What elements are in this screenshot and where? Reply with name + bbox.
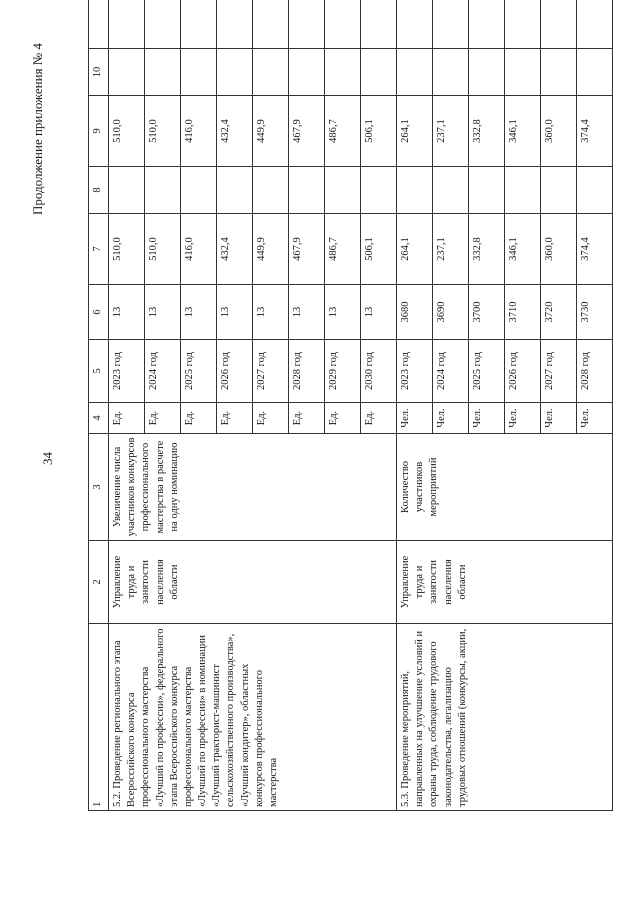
value-cell: 3690 (433, 285, 469, 340)
value-cell: 3720 (541, 285, 577, 340)
year-cell: 2027 год (541, 340, 577, 403)
col-header-6: 6 (89, 285, 109, 340)
event-cell: 5.2. Проведение регионального этапа Всероссийского конкурса профессионального мастерства «Лучший по профессии», федерального этапа Всероссийского конкурса профессионального мастерства «Лучший по профессии» в номинации «Лучший тракторист-машинист сельскохозяйственного производства», «Лучший кондитер», областных конкурсов профессионального мастерства (109, 624, 397, 811)
unit-cell: Ед. (361, 403, 397, 434)
unit-cell: Ед. (109, 403, 145, 434)
col10-cell (469, 49, 505, 96)
col8-cell (217, 167, 253, 214)
col-header-3: 3 (89, 434, 109, 541)
total-cell: 510,0 (109, 214, 145, 285)
col-header-7: 7 (89, 214, 109, 285)
table-row (397, 0, 433, 811)
total-cell: 486,7 (325, 214, 361, 285)
value-cell: 13 (361, 285, 397, 340)
total-cell: 416,0 (181, 214, 217, 285)
col8-cell (505, 167, 541, 214)
value-cell: 3700 (469, 285, 505, 340)
col10-cell (253, 49, 289, 96)
budget-cell: 237,1 (433, 96, 469, 167)
col8-cell (361, 167, 397, 214)
col10-cell (361, 49, 397, 96)
col11-cell (289, 0, 325, 49)
year-cell: 2030 год (361, 340, 397, 403)
table-body (109, 0, 613, 811)
budget-cell: 416,0 (181, 96, 217, 167)
value-cell: 13 (289, 285, 325, 340)
col8-cell (397, 167, 433, 214)
budget-cell: 360,0 (541, 96, 577, 167)
value-cell: 13 (145, 285, 181, 340)
col11-cell (505, 0, 541, 49)
unit-cell: Ед. (145, 403, 181, 434)
total-cell: 374,4 (577, 214, 613, 285)
value-cell: 3680 (397, 285, 433, 340)
col10-cell (181, 49, 217, 96)
year-cell: 2023 год (109, 340, 145, 403)
col11-cell (253, 0, 289, 49)
col-header-1: 1 (89, 624, 109, 811)
value-cell: 3710 (505, 285, 541, 340)
col11-cell (181, 0, 217, 49)
unit-cell: Ед. (217, 403, 253, 434)
total-cell: 360,0 (541, 214, 577, 285)
total-cell: 432,4 (217, 214, 253, 285)
header-row (89, 0, 109, 811)
col11-cell (217, 0, 253, 49)
col10-cell (217, 49, 253, 96)
total-cell: 467,9 (289, 214, 325, 285)
col11-cell (433, 0, 469, 49)
col11-cell (541, 0, 577, 49)
unit-cell: Чел. (397, 403, 433, 434)
budget-cell: 467,9 (289, 96, 325, 167)
col-header-5: 5 (89, 340, 109, 403)
col11-cell (469, 0, 505, 49)
total-cell: 346,1 (505, 214, 541, 285)
value-cell: 13 (325, 285, 361, 340)
year-cell: 2024 год (145, 340, 181, 403)
year-cell: 2025 год (181, 340, 217, 403)
total-cell: 510,0 (145, 214, 181, 285)
year-cell: 2028 год (289, 340, 325, 403)
table-row (109, 0, 145, 811)
col8-cell (289, 167, 325, 214)
col8-cell (253, 167, 289, 214)
col-header-11 (89, 0, 109, 49)
executor-cell: Управление труда и занятости населения области (109, 541, 397, 624)
col-header-9: 9 (89, 96, 109, 167)
total-cell: 332,8 (469, 214, 505, 285)
col8-cell (577, 167, 613, 214)
value-cell: 13 (217, 285, 253, 340)
col-header-2: 2 (89, 541, 109, 624)
col-header-10: 10 (89, 49, 109, 96)
total-cell: 449,9 (253, 214, 289, 285)
col8-cell (109, 167, 145, 214)
total-cell: 237,1 (433, 214, 469, 285)
col10-cell (577, 49, 613, 96)
col-header-8: 8 (89, 167, 109, 214)
value-cell: 3730 (577, 285, 613, 340)
unit-cell: Чел. (433, 403, 469, 434)
year-cell: 2027 год (253, 340, 289, 403)
col8-cell (145, 167, 181, 214)
col11-cell (145, 0, 181, 49)
col-header-4: 4 (89, 403, 109, 434)
col8-cell (325, 167, 361, 214)
unit-cell: Ед. (253, 403, 289, 434)
year-cell: 2025 год (469, 340, 505, 403)
value-cell: 13 (181, 285, 217, 340)
indicator-cell: Количество участников мероприятий (397, 434, 613, 541)
col10-cell (505, 49, 541, 96)
col10-cell (289, 49, 325, 96)
col8-cell (433, 167, 469, 214)
unit-cell: Ед. (325, 403, 361, 434)
budget-cell: 486,7 (325, 96, 361, 167)
program-table (88, 0, 613, 811)
budget-cell: 449,9 (253, 96, 289, 167)
year-cell: 2024 год (433, 340, 469, 403)
year-cell: 2026 год (217, 340, 253, 403)
unit-cell: Чел. (469, 403, 505, 434)
event-cell: 5.3. Проведение мероприятий, направленных на улучшение условий и охраны труда, соблюдение трудового законодательства, легализацию трудовых отношений (конкурсы, акции, (397, 624, 613, 811)
total-cell: 264,1 (397, 214, 433, 285)
year-cell: 2023 год (397, 340, 433, 403)
year-cell: 2026 год (505, 340, 541, 403)
col10-cell (109, 49, 145, 96)
budget-cell: 332,8 (469, 96, 505, 167)
budget-cell: 374,4 (577, 96, 613, 167)
indicator-cell: Увеличение числа участников конкурсов профессионального мастерства в расчете на одну номинацию (109, 434, 397, 541)
executor-cell: Управление труда и занятости населения области (397, 541, 613, 624)
col8-cell (469, 167, 505, 214)
col10-cell (145, 49, 181, 96)
col11-cell (397, 0, 433, 49)
budget-cell: 432,4 (217, 96, 253, 167)
budget-cell: 264,1 (397, 96, 433, 167)
col10-cell (541, 49, 577, 96)
col10-cell (433, 49, 469, 96)
col11-cell (109, 0, 145, 49)
unit-cell: Ед. (181, 403, 217, 434)
budget-cell: 346,1 (505, 96, 541, 167)
unit-cell: Ед. (289, 403, 325, 434)
unit-cell: Чел. (505, 403, 541, 434)
total-cell: 506,1 (361, 214, 397, 285)
year-cell: 2029 год (325, 340, 361, 403)
col8-cell (541, 167, 577, 214)
unit-cell: Чел. (541, 403, 577, 434)
value-cell: 13 (109, 285, 145, 340)
continuation-label: Продолжение приложения № 4 (30, 43, 45, 215)
year-cell: 2028 год (577, 340, 613, 403)
budget-cell: 510,0 (109, 96, 145, 167)
budget-cell: 510,0 (145, 96, 181, 167)
col10-cell (397, 49, 433, 96)
col11-cell (325, 0, 361, 49)
col8-cell (181, 167, 217, 214)
col10-cell (325, 49, 361, 96)
budget-cell: 506,1 (361, 96, 397, 167)
value-cell: 13 (253, 285, 289, 340)
unit-cell: Чел. (577, 403, 613, 434)
col11-cell (577, 0, 613, 49)
page-number: 34 (40, 452, 55, 465)
col11-cell (361, 0, 397, 49)
